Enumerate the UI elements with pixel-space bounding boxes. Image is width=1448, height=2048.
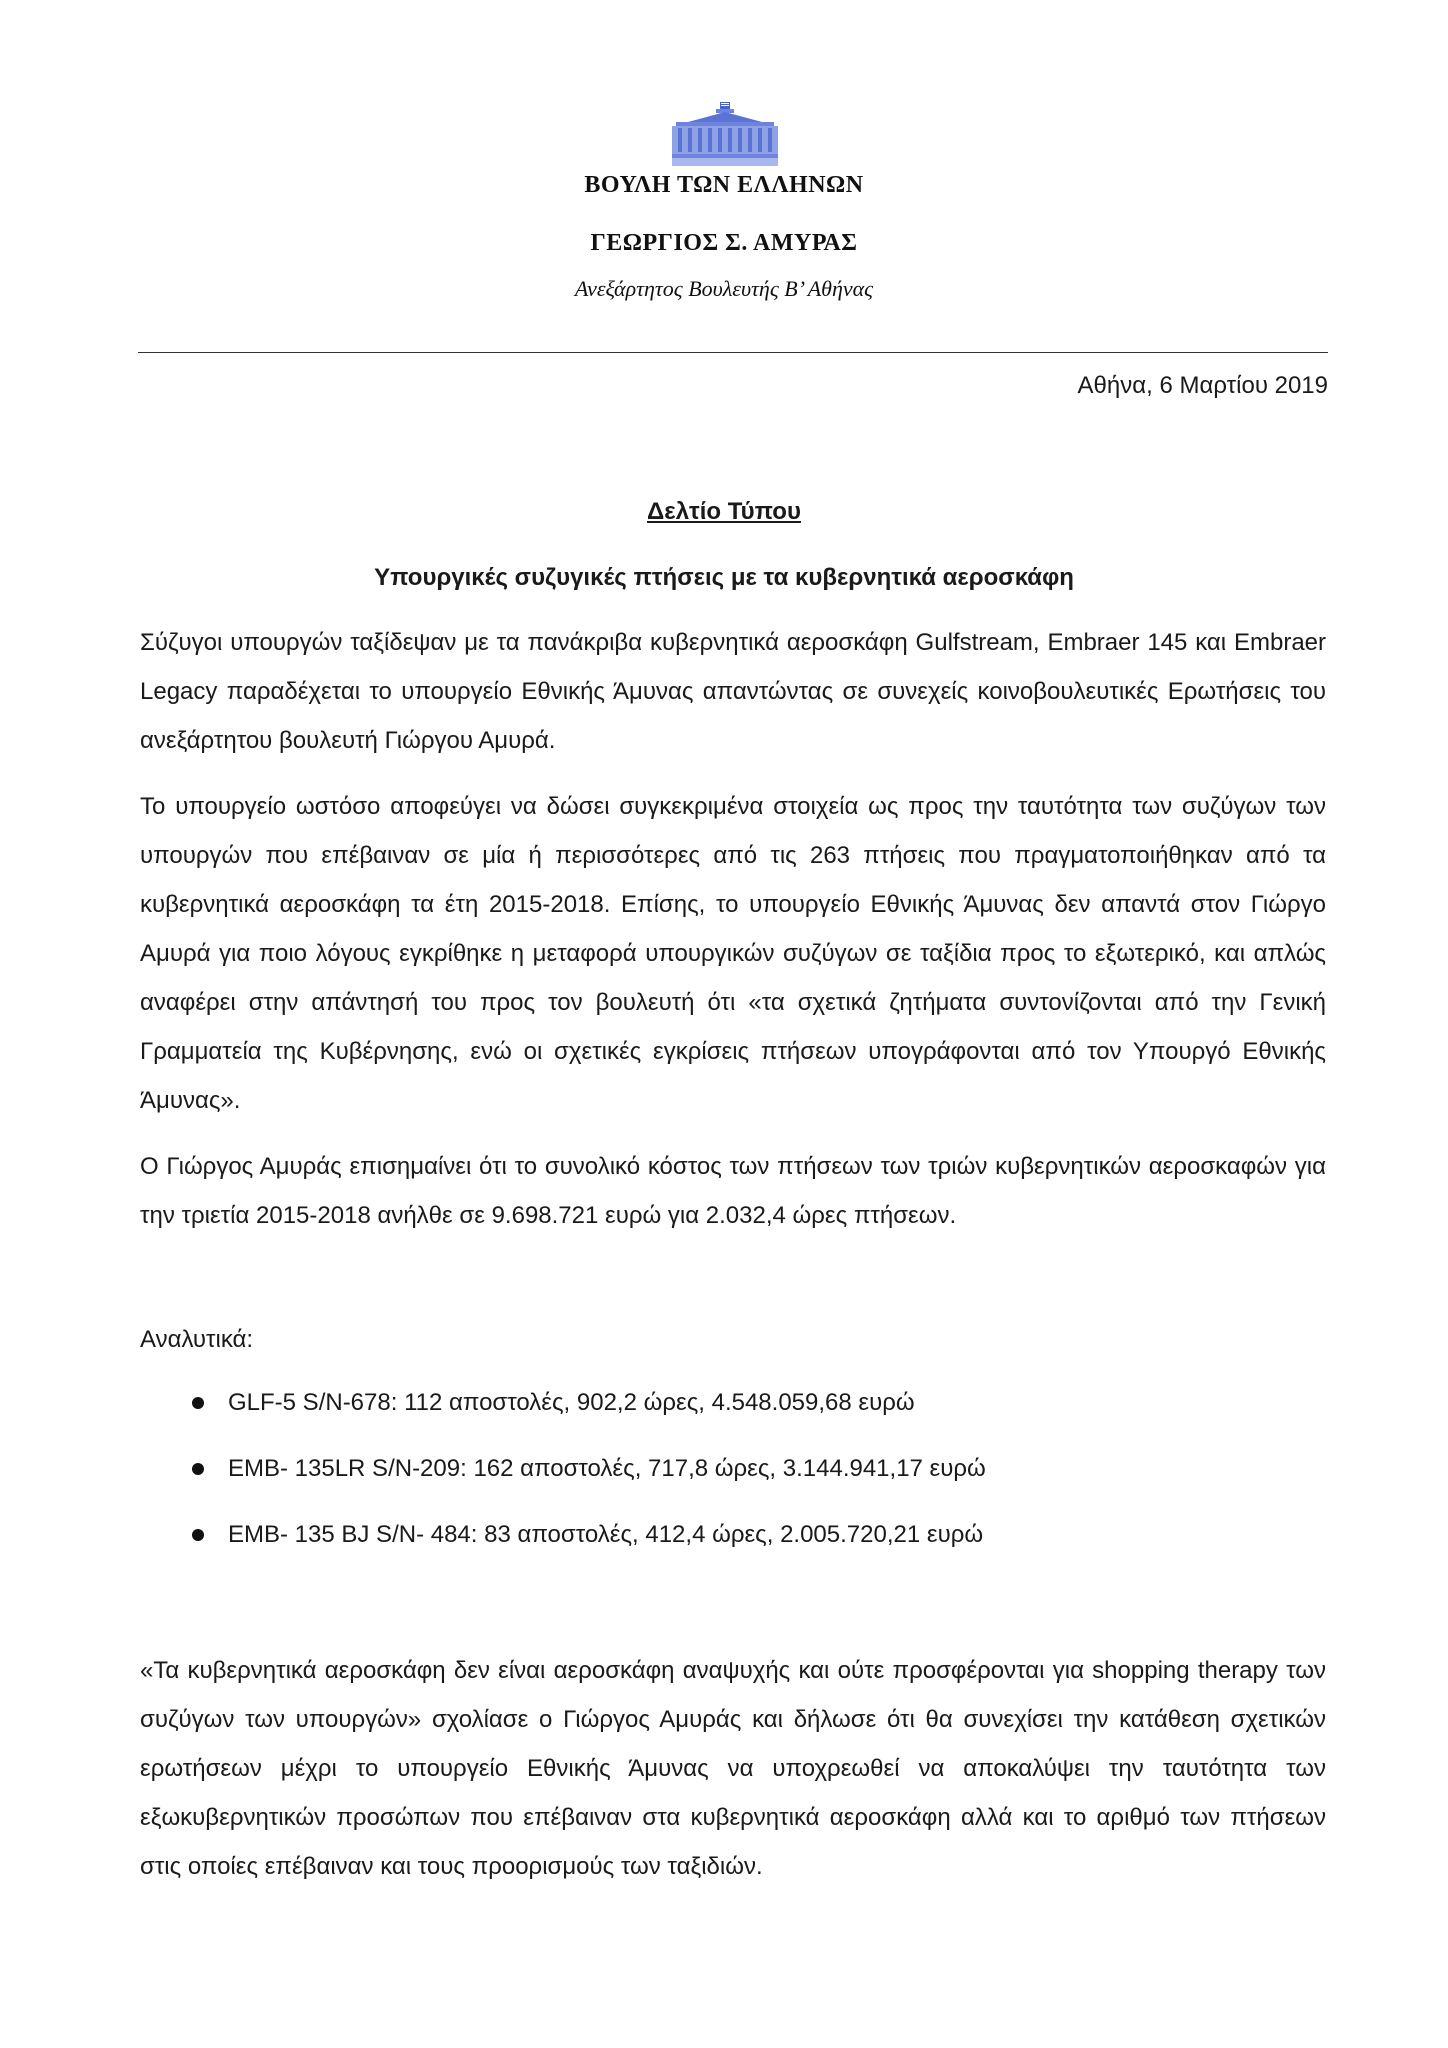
mp-role: Ανεξάρτητος Βουλευτής Β’ Αθήνας [574,276,874,301]
body-paragraph: Ο Γιώργος Αμυράς επισημαίνει ότι το συνολικό κόστος των πτήσεων των τριών κυβερνητικών αεροσκαφών για την τριετία 2015-2018 ανήλθε σε 9.698.721 ευρώ για 2.032,4 ώρες πτήσεων. [140,1153,1326,1229]
release-date: Αθήνα, 6 Μαρτίου 2019 [1077,372,1328,399]
parliament-emblem-icon [672,100,778,166]
list-item [140,1518,986,1584]
header-divider [138,352,1328,353]
organization-name: ΒΟΥΛΗ ΤΩΝ ΕΛΛΗΝΩΝ [584,172,864,198]
body-paragraph: Το υπουργείο ωστόσο αποφεύγει να δώσει συγκεκριμένα στοιχεία ως προς την ταυτότητα των συζύγων των υπουργών που επέβαιναν σε μία ή περισσότερες από τις 263 πτήσεις που πραγματοποιήθηκαν από τα κυβερνητικά αεροσκάφη τα έτη 2015-2018. Επίσης, το υπουργείο Εθνικής Άμυνας δεν απαντά στον Γιώργο Αμυρά για ποιο λόγους εγκρίθηκε η μεταφορά υπουργικών συζύγων σε ταξίδια προς το εξωτερικό, και απλώς αναφέρει στην απάντησή του προς τον βουλευτή ότι «τα σχετικά ζητήματα συντονίζονται από την Γενική Γραμματεία της Κυβέρνησης, ενώ οι σχετικές εγκρίσεις πτήσεων υπογράφονται από τον Υπουργό Εθνικής Άμυνας». [140,793,1326,1114]
list-item-text: EMB- 135 BJ S/N- 484: 83 αποστολές, 412,4 ώρες, 2.005.720,21 ευρώ [228,1521,984,1548]
bullet-icon [192,1529,204,1541]
list-item [140,1452,986,1518]
aircraft-cost-list [140,1386,986,1584]
list-item [140,1386,986,1452]
list-item-text: EMB- 135LR S/N-209: 162 αποστολές, 717,8 ώρες, 3.144.941,17 ευρώ [228,1455,986,1482]
body-paragraph: Σύζυγοι υπουργών ταξίδεψαν με τα πανάκριβα κυβερνητικά αεροσκάφη Gulfstream, Embraer 145 και Embraer Legacy παραδέχεται το υπουργείο Εθνικής Άμυνας απαντώντας σε συνεχείς κοινοβουλευτικές Ερωτήσεις του ανεξάρτητου βουλευτή Γιώργου Αμυρά. [140,629,1326,754]
closing-paragraph: «Τα κυβερνητικά αεροσκάφη δεν είναι αεροσκάφη αναψυχής και ούτε προσφέρονται για shopping therapy των συζύγων των υπουργών» σχολίασε ο Γιώργος Αμυράς και δήλωσε ότι θα συνεχίσει την κατάθεση σχετικών ερωτήσεων μέχρι το υπουργείο Εθνικής Άμυνας να υποχρεωθεί να αποκαλύψει την ταυτότητα των εξωκυβερνητικών προσώπων που επέβαιναν στα κυβερνητικά αεροσκάφη αλλά και το αριθμό των πτήσεων στις οποίες επέβαιναν και τους προορισμούς των ταξιδιών. [140,1657,1326,1880]
document-type: Δελτίο Τύπου [647,498,801,525]
mp-name: ΓΕΩΡΓΙΟΣ Σ. ΑΜΥΡΑΣ [590,230,858,256]
bullet-icon [192,1463,204,1475]
list-item-text: GLF-5 S/N-678: 112 αποστολές, 902,2 ώρες, 4.548.059,68 ευρώ [228,1389,915,1416]
headline: Υπουργικές συζυγικές πτήσεις με τα κυβερνητικά αεροσκάφη [374,564,1074,591]
bullet-icon [192,1397,204,1409]
analysis-label: Αναλυτικά: [140,1326,254,1353]
